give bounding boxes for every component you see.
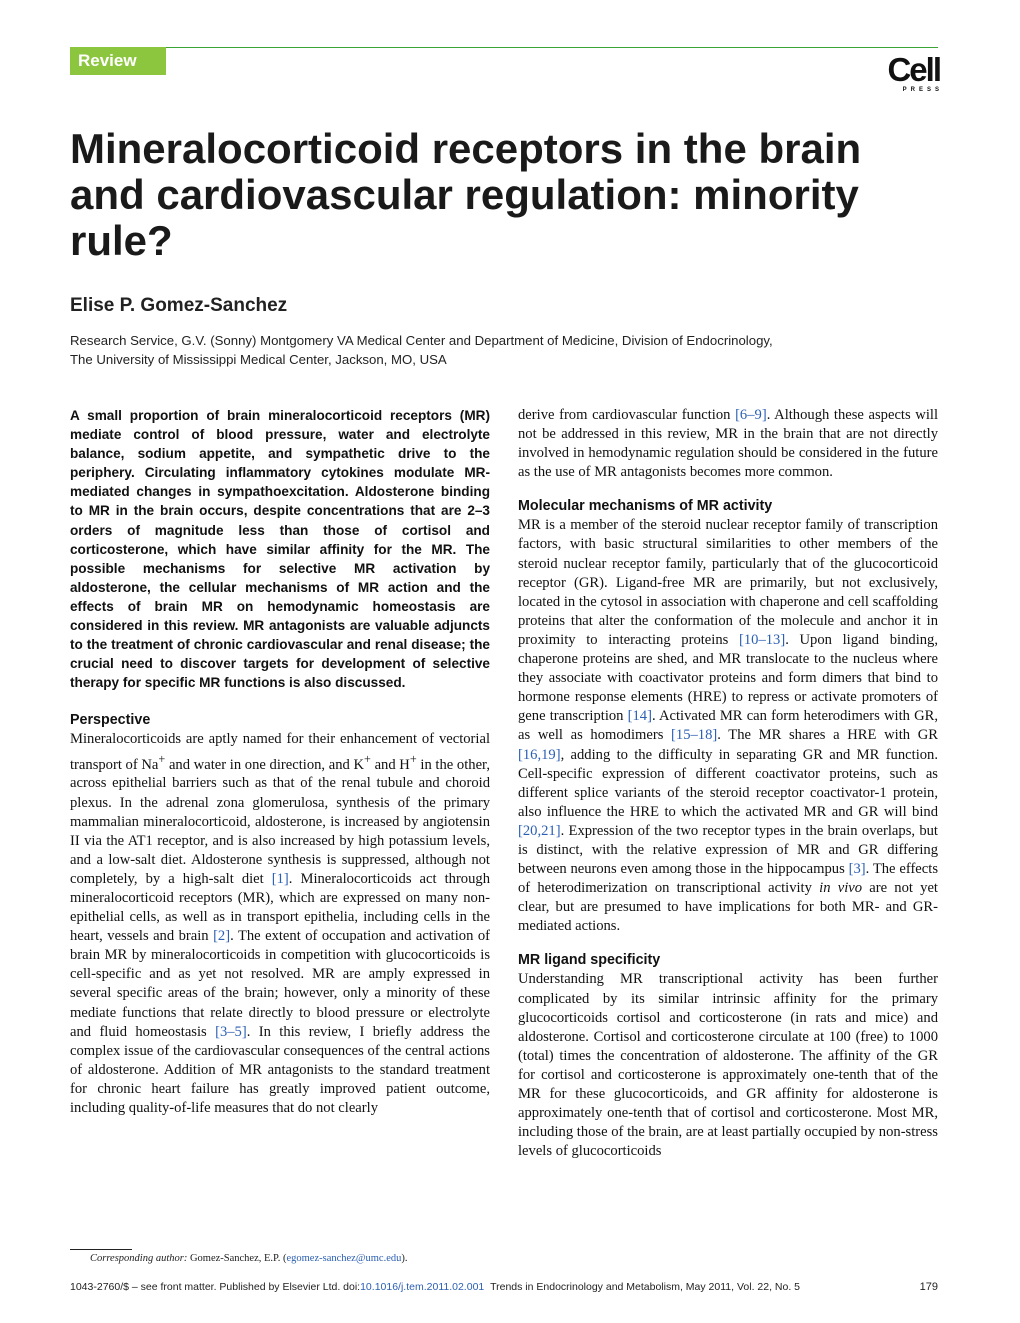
journal-info: Trends in Endocrinology and Metabolism, May 2011, Vol. 22, No. 5 <box>490 1281 801 1293</box>
logo-word: Cell <box>887 51 940 88</box>
affiliation-line-1: Research Service, G.V. (Sonny) Montgomery VA Medical Center and Department of Medicine, Division of Endocrinology, <box>70 333 773 348</box>
right-column <box>518 406 938 1161</box>
citation-link[interactable]: [3] <box>848 861 866 878</box>
continued-paragraph: derive from cardiovascular function [6–9]. Although these aspects will not be addressed in this review, MR in the brain that are not directly involved in hemodynamic regulation should be considered in the future as the use of MR antagonists becomes more common. <box>518 407 938 481</box>
citation-link[interactable]: [6–9] <box>735 407 767 423</box>
citation-link[interactable]: [16,19] <box>518 746 561 763</box>
affiliation-line-2: The University of Mississippi Medical Center, Jackson, MO, USA <box>70 352 447 367</box>
citation-link[interactable]: [1] <box>271 870 289 887</box>
citation-link[interactable]: [20,21] <box>518 822 561 839</box>
cell-press-logo <box>876 51 943 94</box>
molecular-heading: Molecular mechanisms of MR activity <box>518 498 773 515</box>
ligand-heading: MR ligand specificity <box>518 952 661 969</box>
email-link[interactable]: egomez-sanchez@umc.edu <box>286 1253 402 1264</box>
perspective-paragraph: Mineralocorticoids are aptly named for their enhancement of vectorial transport of Na+ and water in one direction, and K+ and H+ in the other, across epithelial barriers such as that of the renal tubule and choroid plexus. In the adrenal zona glomerulosa, synthesis of the primary mammalian mineralocorticoid, aldosterone, is increased by angiotensin II via the AT1 receptor, and is also increased by high potassium levels, and a low-salt diet. Aldosterone synthesis is suppressed, although not completely, by a high-salt diet [1]. Mineralocorticoids act through mineralocorticoid receptors (MR), which are expressed on many non-epithelial cells, as well as in transport epithelia, including cells in the heart, vessels and brain [2]. The extent of occupation and activation of brain MR by mineralocorticoids in competition with glucocorticoids is cell-specific and as yet not resolved. MR are amply expressed in several specific areas of the brain; however, only a minority of these mediate functions that relate directly to blood pressure or electrolyte and fluid homeostasis [3–5]. In this review, I briefly address the complex issue of the cardiovascular consequences of the central actions of aldosterone. Addition of MR antagonists to the standard treatment for chronic heart failure has greatly improved patient outcome, including quality-of-life measures that do not clearly <box>70 731 490 1117</box>
molecular-paragraph: MR is a member of the steroid nuclear receptor family of transcription factors, with basic structural similarities to other members of the steroid nuclear receptor family, particularly that of the glucocorticoid receptor (GR). Ligand-free MR are primarily, but not exclusively, located in the cytosol in association with chaperone and cell scaffolding proteins that alter the conformation of the molecule and anchor it in proximity to interacting proteins [10–13]. Upon ligand binding, chaperone proteins are shed, and MR translocate to the nucleus where they associate with coactivator proteins and form dimers that bind to hormone response elements (HRE) to repress or activate promoters of gene transcription [14]. Activated MR can form heterodimers with GR, as well as homodimers [15–18]. The MR shares a HRE with GR [16,19], adding to the difficulty in separating GR and MR function. Cell-specific expression of different coactivator proteins, such as different splice variants of the steroid receptor coactivator-1 protein, also influence the HRE to which the activated MR and GR will bind [20,21]. Expression of the two receptor types in the brain overlaps, but is distinct, with the relative expression of MR and GR differing between neurons even among those in the hippocampus [3]. The effects of heterodimerization on transcriptional activity in vivo are not yet clear, but are presumed to have implications for both MR- and GR-mediated actions. <box>518 517 938 935</box>
citation-link[interactable]: [3–5] <box>215 1023 247 1040</box>
corresponding-author-footnote: Corresponding author: Gomez-Sanchez, E.P. (egomez-sanchez@umc.edu). <box>90 1253 408 1264</box>
ligand-paragraph: Understanding MR transcriptional activity has been further complicated by its similar intrinsic affinity for the primary glucocorticoids cortisol and corticosterone (in rats and mice) and aldosterone. Cortisol and corticosterone circulate at 100 (free) to 1000 (total) times the concentration of aldosterone. The affinity of the GR for cortisol and corticosterone is approximately one-tenth that of the MR for these glucocorticoids, and GR affinity for aldosterone is approximately one-tenth that of cortisol and corticosterone. Most MR, including those of the brain, are at least partially occupied by non-stress levels of glucocorticoids <box>518 971 938 1160</box>
section-label-review: Review <box>70 47 166 75</box>
left-column <box>70 406 490 1118</box>
logo-press: PRESS <box>902 87 943 93</box>
citation-link[interactable]: [15–18] <box>671 727 718 744</box>
footer-citation: 1043-2760/$ – see front matter. Published by Elsevier Ltd. doi:10.1016/j.tem.2011.02.001 Trends in Endocrinology and Metabolism, May 2011, Vol. 22, No. 5 <box>70 1281 801 1293</box>
header-rule <box>70 47 938 48</box>
abstract: A small proportion of brain mineralocorticoid receptors (MR) mediate control of blood pressure, water and electrolyte balance, sodium appetite, and sympathetic drive to the periphery. Circulating inflammatory cytokines modulate MR-mediated changes in sympathoexcitation. Aldosterone binding to MR in the brain occurs, despite concentrations that are 2–3 orders of magnitude less than those of cortisol and corticosterone, which have similar affinity for the MR. The possible mechanisms for selective MR activation by aldosterone, the cellular mechanisms of MR action and the effects of brain MR on hemodynamic homeostasis are considered in this review. MR antagonists are valuable adjuncts to the treatment of chronic cardiovascular and renal disease; the crucial need to discover targets for development of selective therapy for specific MR functions is also discussed. <box>70 408 490 691</box>
author-name: Elise P. Gomez-Sanchez <box>70 295 288 316</box>
citation-link[interactable]: [2] <box>213 928 231 945</box>
doi-link[interactable]: 10.1016/j.tem.2011.02.001 <box>360 1281 485 1293</box>
author-affiliation <box>70 331 940 369</box>
page-number: 179 <box>919 1281 938 1293</box>
citation-link[interactable]: [14] <box>627 708 652 725</box>
article-title: Mineralocorticoid receptors in the brain and cardiovascular regulation: minority rule? <box>70 125 862 264</box>
footnote-rule <box>70 1249 132 1250</box>
perspective-heading: Perspective <box>70 712 151 729</box>
citation-link[interactable]: [10–13] <box>738 631 786 648</box>
